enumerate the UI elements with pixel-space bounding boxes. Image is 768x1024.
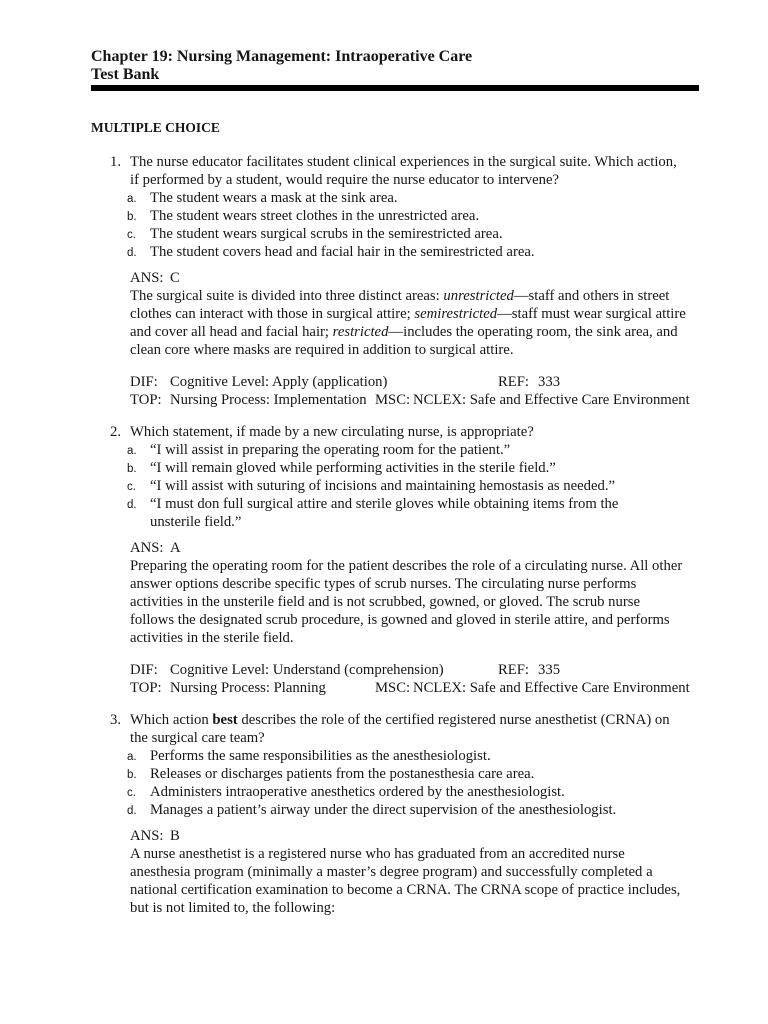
rationale-text: —staff and others in street — [513, 288, 670, 304]
stem-line — [130, 711, 699, 729]
dif-label: DIF: — [130, 662, 158, 678]
top-value: Nursing Process: Implementation — [170, 392, 367, 408]
stem-line: if performed by a student, would require the nurse educator to intervene? — [130, 172, 560, 188]
option-text: The student wears a mask at the sink area. — [150, 190, 398, 206]
option-text: The student wears street clothes in the unrestricted area. — [150, 208, 480, 224]
rationale-text: —includes the operating room, the sink area, and — [388, 324, 678, 340]
rationale — [91, 557, 699, 647]
question-stem — [91, 153, 699, 189]
rationale-line: clean core where masks are required in addition to surgical attire. — [130, 342, 514, 358]
answer-options — [91, 189, 699, 261]
chapter-title: Chapter 19: Nursing Management: Intraoperative Care — [91, 48, 473, 65]
option-text: “I will assist in preparing the operating room for the patient.” — [150, 442, 511, 458]
option-b — [91, 459, 699, 477]
answer-label: ANS: — [130, 270, 164, 286]
answer-line — [91, 539, 699, 557]
rationale-text: The surgical suite is divided into three distinct areas: — [130, 288, 444, 304]
topic-line — [130, 391, 699, 409]
top-label: TOP: — [130, 392, 162, 408]
option-letter: a. — [127, 445, 137, 457]
rationale-text: —staff must wear surgical attire — [497, 306, 686, 322]
document-subtitle: Test Bank — [91, 66, 160, 83]
option-d — [91, 801, 699, 819]
stem-text: Which action — [130, 712, 213, 728]
stem-line: The nurse educator facilitates student clinical experiences in the surgical suite. Which action, — [130, 154, 677, 170]
top-label: TOP: — [130, 680, 162, 696]
msc-label: MSC: — [375, 680, 411, 696]
answer-key: C — [170, 270, 180, 286]
rationale-text: clothes can interact with those in surgical attire; — [130, 306, 415, 322]
question-3 — [91, 711, 699, 917]
answer-line — [91, 827, 699, 845]
rationale — [91, 287, 699, 359]
dif-label: DIF: — [130, 374, 158, 390]
rationale-line: follows the designated scrub procedure, is gowned and gloved in sterile attire, and performs — [130, 612, 670, 628]
rationale-line: anesthesia program (minimally a master’s degree program) and successfully completed a — [130, 864, 653, 880]
option-letter: c. — [127, 481, 136, 493]
option-b — [91, 765, 699, 783]
rationale-text: and cover all head and facial hair; — [130, 324, 333, 340]
term-semirestricted: semirestricted — [414, 306, 498, 322]
option-letter: c. — [127, 229, 136, 241]
question-2 — [91, 423, 699, 697]
answer-options — [91, 747, 699, 819]
option-text: “I must don full surgical attire and sterile gloves while obtaining items from the — [150, 496, 619, 512]
option-a — [91, 441, 699, 459]
rationale-line — [130, 287, 699, 305]
option-text: unsterile field.” — [150, 514, 242, 530]
rationale-line: activities in the sterile field. — [130, 630, 294, 646]
rationale-line: A nurse anesthetist is a registered nurse who has graduated from an accredited nurse — [130, 846, 625, 862]
stem-line: the surgical care team? — [130, 730, 265, 746]
rationale-line — [130, 305, 699, 323]
difficulty-line — [130, 661, 699, 679]
answer-label: ANS: — [130, 540, 164, 556]
option-text: The student wears surgical scrubs in the semirestricted area. — [150, 226, 503, 242]
option-letter: a. — [127, 751, 137, 763]
ref-value: 335 — [538, 662, 561, 678]
option-c — [91, 783, 699, 801]
option-letter: c. — [127, 787, 136, 799]
topic-line — [130, 679, 699, 697]
option-text: Manages a patient’s airway under the direct supervision of the anesthesiologist. — [150, 802, 617, 818]
msc-label: MSC: — [375, 392, 411, 408]
answer-options — [91, 441, 699, 531]
option-letter: d. — [127, 805, 137, 817]
msc-value: NCLEX: Safe and Effective Care Environment — [413, 680, 690, 696]
term-unrestricted: unrestricted — [443, 288, 514, 304]
option-a — [91, 747, 699, 765]
option-letter: a. — [127, 193, 137, 205]
question-number: 1. — [109, 154, 121, 170]
top-value: Nursing Process: Planning — [170, 680, 326, 696]
answer-key: A — [170, 540, 181, 556]
dif-value: Cognitive Level: Understand (comprehension) — [170, 662, 444, 678]
stem-text: describes the role of the certified registered nurse anesthetist (CRNA) on — [237, 712, 670, 728]
option-letter: b. — [127, 769, 137, 781]
stem-line: Which statement, if made by a new circulating nurse, is appropriate? — [130, 424, 534, 440]
rationale-line: Preparing the operating room for the patient describes the role of a circulating nurse. All other — [130, 558, 683, 574]
question-number: 2. — [109, 424, 121, 440]
ref-value: 333 — [538, 374, 561, 390]
msc-value: NCLEX: Safe and Effective Care Environment — [413, 392, 690, 408]
option-text: “I will assist with suturing of incisions and maintaining hemostasis as needed.” — [150, 478, 616, 494]
rationale-line: national certification examination to become a CRNA. The CRNA scope of practice includes, — [130, 882, 681, 898]
option-letter: d. — [127, 247, 137, 259]
dif-value: Cognitive Level: Apply (application) — [170, 374, 388, 390]
question-number: 3. — [109, 712, 121, 728]
answer-line — [91, 269, 699, 287]
option-d — [91, 495, 699, 531]
option-text: Administers intraoperative anesthetics ordered by the anesthesiologist. — [150, 784, 565, 800]
ref-label: REF: — [498, 662, 530, 678]
rationale-line — [130, 323, 699, 341]
document-body — [91, 48, 699, 917]
answer-key: B — [170, 828, 180, 844]
question-metadata — [91, 373, 699, 409]
option-d — [91, 243, 699, 261]
option-text: Performs the same responsibilities as the anesthesiologist. — [150, 748, 491, 764]
answer-label: ANS: — [130, 828, 164, 844]
option-letter: b. — [127, 463, 137, 475]
question-stem — [91, 711, 699, 747]
option-text: “I will remain gloved while performing activities in the sterile field.” — [150, 460, 556, 476]
question-stem — [91, 423, 699, 441]
option-letter: d. — [127, 499, 137, 511]
option-c — [91, 225, 699, 243]
rationale — [91, 845, 699, 917]
option-b — [91, 207, 699, 225]
option-c — [91, 477, 699, 495]
question-metadata — [91, 661, 699, 697]
question-1 — [91, 153, 699, 409]
difficulty-line — [130, 373, 699, 391]
header-rule — [91, 85, 699, 91]
emphasis-best: best — [212, 712, 238, 728]
rationale-line: but is not limited to, the following: — [130, 900, 336, 916]
term-restricted: restricted — [332, 324, 389, 340]
rationale-line: activities in the unsterile field and is not scrubbed, gowned, or gloved. The scrub nurse — [130, 594, 640, 610]
ref-label: REF: — [498, 374, 530, 390]
section-heading: MULTIPLE CHOICE — [91, 120, 220, 135]
option-text: Releases or discharges patients from the postanesthesia care area. — [150, 766, 535, 782]
rationale-line: answer options describe specific types of scrub nurses. The circulating nurse performs — [130, 576, 637, 592]
option-a — [91, 189, 699, 207]
option-text: The student covers head and facial hair in the semirestricted area. — [150, 244, 535, 260]
option-letter: b. — [127, 211, 137, 223]
